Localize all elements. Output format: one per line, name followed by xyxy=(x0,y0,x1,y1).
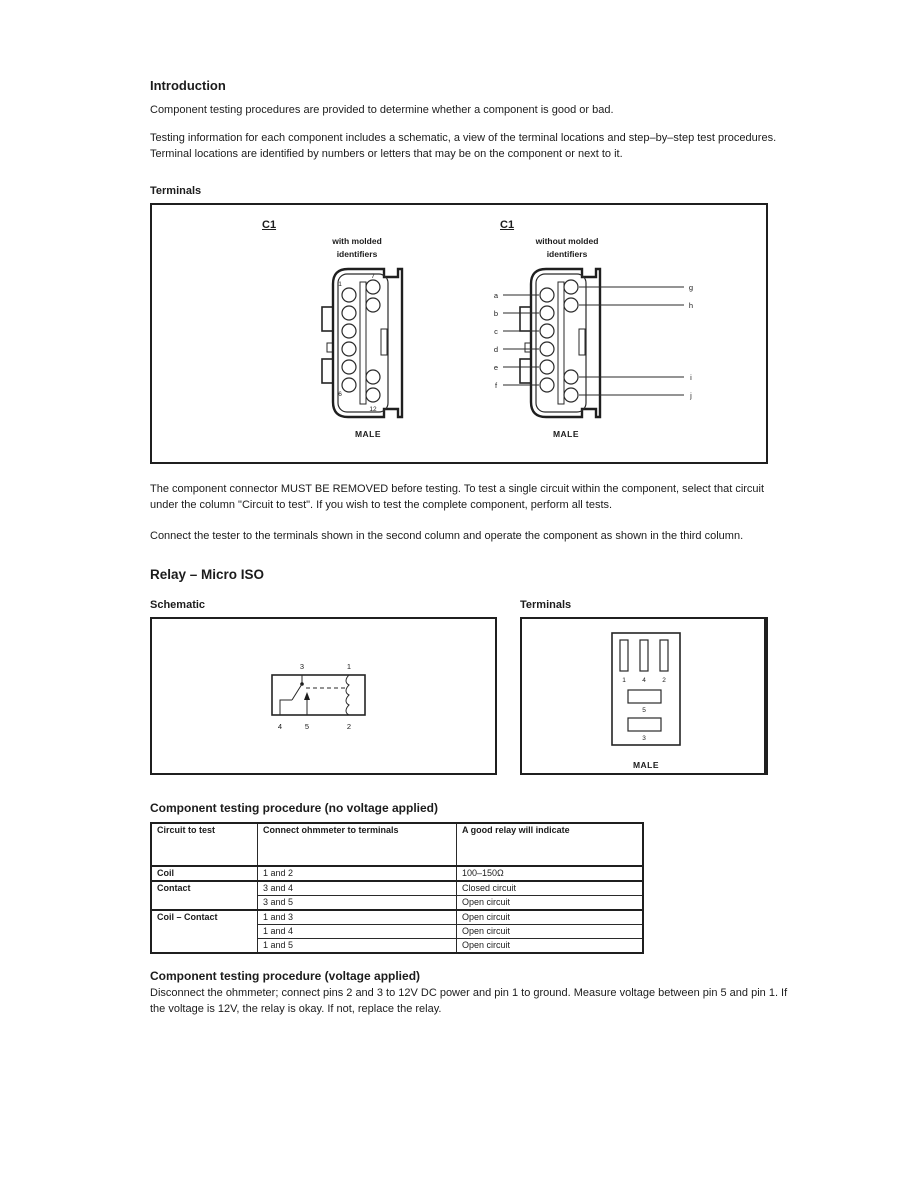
pin-cavity xyxy=(564,280,578,294)
male-label: MALE xyxy=(354,429,382,439)
connector-unmolded-diagram xyxy=(488,265,700,421)
col-terminals-header: Connect ohmmeter to terminals xyxy=(258,823,457,866)
slot-label: 3 xyxy=(642,735,646,742)
caption-line1: without molded xyxy=(535,236,599,246)
schematic-label: Schematic xyxy=(150,599,206,611)
terminals-cell: 1 and 2 xyxy=(258,866,457,881)
relay-terminal-view xyxy=(610,631,682,757)
side-notch xyxy=(579,329,585,355)
caption-line2: identifiers xyxy=(336,249,378,259)
pin-label: f xyxy=(494,381,498,390)
pin-label: 7 xyxy=(371,273,375,280)
slot-label: 1 xyxy=(622,677,626,684)
terminals-figure-box xyxy=(150,203,768,464)
contact-arrow xyxy=(304,692,310,700)
pin-cavity xyxy=(564,388,578,402)
pin-label: g xyxy=(688,283,694,292)
result-cell: Open circuit xyxy=(457,939,644,954)
pin-label: 1 xyxy=(338,281,342,288)
pin-cavity xyxy=(540,342,554,356)
side-notch xyxy=(381,329,387,355)
caption-line2: identifiers xyxy=(546,249,588,259)
connector-unmolded-caption xyxy=(507,235,627,261)
pin-cavity xyxy=(540,378,554,392)
relay-schematic-diagram xyxy=(260,653,420,745)
connector-molded-id: C1 xyxy=(262,219,277,231)
schematic-pin-label: 2 xyxy=(346,722,352,731)
table-row xyxy=(151,881,643,896)
caption-line1: with molded xyxy=(332,236,382,246)
connector-molded-diagram xyxy=(318,265,406,421)
pin-cavity xyxy=(540,288,554,302)
pin-cavity xyxy=(564,298,578,312)
connector-molded-caption xyxy=(297,235,417,261)
voltage-heading: Component testing procedure (voltage applied) xyxy=(150,969,421,983)
pin-label: i xyxy=(690,373,692,382)
schematic-pin-label: 5 xyxy=(304,722,310,731)
voltage-paragraph: Disconnect the ohmmeter; connect pins 2 and 3 to 12V DC power and pin 1 to ground. Measure voltage between pin 5 and pin 1. If the voltage is 12V, the relay is okay. If not, replace the relay. xyxy=(150,987,788,1015)
relay-terminals-label: Terminals xyxy=(520,599,572,611)
terminals-heading: Terminals xyxy=(150,185,202,197)
pin-cavity xyxy=(564,370,578,384)
table-row xyxy=(151,910,643,925)
pin4-lead xyxy=(280,700,292,715)
relay-schematic-box xyxy=(150,617,497,775)
schematic-pin-label: 1 xyxy=(346,662,352,671)
result-cell: Closed circuit xyxy=(457,881,644,896)
pin-cavity xyxy=(540,324,554,338)
pin-label: j xyxy=(690,391,692,400)
result-cell: 100–150Ω xyxy=(457,866,644,881)
relay-face xyxy=(612,633,680,745)
terminal-slot xyxy=(640,640,648,671)
connector-unmolded-id: C1 xyxy=(500,219,515,231)
result-cell: Open circuit xyxy=(457,896,644,911)
col-indication-header: A good relay will indicate xyxy=(457,823,644,866)
terminals-cell: 1 and 3 xyxy=(258,910,457,925)
circuit-cell: Coil – Contact xyxy=(151,910,258,953)
terminal-slot xyxy=(628,690,661,703)
table-header-row xyxy=(151,823,643,866)
relay-terminals-box xyxy=(520,617,768,775)
pin-label: d xyxy=(493,345,499,354)
schematic-pin-label: 4 xyxy=(277,722,283,731)
col-circuit-header: Circuit to test xyxy=(151,823,258,866)
terminals-cell: 1 and 4 xyxy=(258,925,457,939)
ohm-test-table xyxy=(150,822,644,954)
terminals-cell: 1 and 5 xyxy=(258,939,457,954)
result-cell: Open circuit xyxy=(457,925,644,939)
slot-label: 5 xyxy=(642,707,646,714)
male-label: MALE xyxy=(552,429,580,439)
slot-label: 4 xyxy=(642,677,646,684)
male-label: MALE xyxy=(632,760,660,770)
slot-label: 2 xyxy=(662,677,666,684)
circuit-cell: Coil xyxy=(151,866,258,881)
schematic-pin-label: 3 xyxy=(299,662,305,671)
terminals-cell: 3 and 4 xyxy=(258,881,457,896)
relay-heading: Relay – Micro ISO xyxy=(150,567,265,582)
result-cell: Open circuit xyxy=(457,910,644,925)
testing-note-paragraph: The component connector MUST BE REMOVED before testing. To test a single circuit within the component, select that circuit under the column "Circuit to test". If you wish to test the complete component, perform all tests. xyxy=(150,483,765,511)
terminal-slot xyxy=(628,718,661,731)
pin-label: a xyxy=(493,291,499,300)
terminals-cell: 3 and 5 xyxy=(258,896,457,911)
pin-label: b xyxy=(493,309,499,318)
intro-heading: Introduction xyxy=(150,78,226,93)
pin-cavity xyxy=(540,360,554,374)
pin-label: c xyxy=(494,327,498,336)
relay-body xyxy=(272,675,365,715)
pin-label: 6 xyxy=(338,391,342,398)
pin-cavity xyxy=(540,306,554,320)
terminal-slot xyxy=(660,640,668,671)
intro-paragraph-1: Component testing procedures are provided to determine whether a component is good or bad. xyxy=(150,104,614,116)
pin-label: 12 xyxy=(369,406,377,413)
ohm-table-heading: Component testing procedure (no voltage applied) xyxy=(150,801,439,815)
tester-note-paragraph: Connect the tester to the terminals shown in the second column and operate the component as shown in the third column. xyxy=(150,530,744,542)
switch-blade xyxy=(292,684,302,700)
pin-label: e xyxy=(493,363,499,372)
coil-symbol xyxy=(346,675,349,715)
table-row xyxy=(151,866,643,881)
pin-label: h xyxy=(688,301,694,310)
terminal-slot xyxy=(620,640,628,671)
circuit-cell: Contact xyxy=(151,881,258,910)
intro-paragraph-2: Testing information for each component includes a schematic, a view of the terminal locations and step–by–step test procedures. Terminal locations are identified by numbers or letters that may be on the component or next to it. xyxy=(150,132,777,160)
